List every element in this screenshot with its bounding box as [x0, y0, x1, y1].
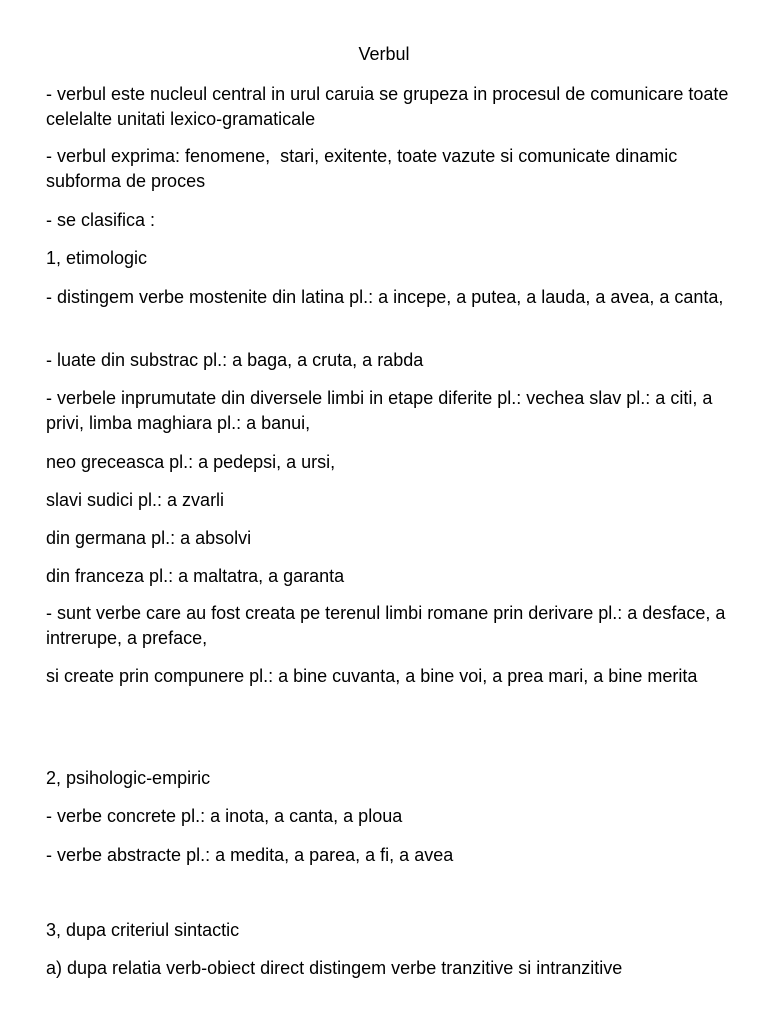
paragraph-16: - verbe abstracte pl.: a medita, a parea, a fi, a avea — [46, 845, 454, 865]
paragraph-10: din germana pl.: a absolvi — [46, 528, 252, 548]
paragraph-12: - sunt verbe care au fost creata pe terenul limbi romane prin derivare pl.: a desface, a intrerupe, a preface, — [46, 603, 731, 648]
paragraph-15: - verbe concrete pl.: a inota, a canta, a ploua — [46, 806, 403, 826]
paragraph-1: - verbul este nucleul central in urul caruia se grupeza in procesul de comunicare toate celelalte unitati lexico-gramaticale — [46, 84, 734, 129]
paragraph-2: - verbul exprima: fenomene, stari, exitente, toate vazute si comunicate dinamic subforma de proces — [46, 146, 683, 191]
paragraph-5: - distingem verbe mostenite din latina pl.: a incepe, a putea, a lauda, a avea, a canta, — [46, 287, 724, 307]
paragraph-6: - luate din substrac pl.: a baga, a cruta, a rabda — [46, 350, 424, 370]
paragraph-11: din franceza pl.: a maltatra, a garanta — [46, 566, 345, 586]
section-heading-sintactic: 3, dupa criteriul sintactic — [46, 920, 240, 940]
paragraph-7: - verbele inprumutate din diversele limbi in etape diferite pl.: vechea slav pl.: a citi, a privi, limba maghiara pl.: a banui, — [46, 388, 718, 433]
paragraph-13: si create prin compunere pl.: a bine cuvanta, a bine voi, a prea mari, a bine merita — [46, 666, 698, 686]
section-heading-psihologic: 2, psihologic-empiric — [46, 768, 211, 788]
paragraph-8: neo greceasca pl.: a pedepsi, a ursi, — [46, 452, 336, 472]
section-heading-etimologic: 1, etimologic — [46, 248, 148, 268]
paragraph-9: slavi sudici pl.: a zvarli — [46, 490, 225, 510]
document-title: Verbul — [358, 44, 410, 64]
paragraph-3: - se clasifica : — [46, 210, 156, 230]
paragraph-18: a) dupa relatia verb-obiect direct distingem verbe tranzitive si intranzitive — [46, 958, 623, 978]
